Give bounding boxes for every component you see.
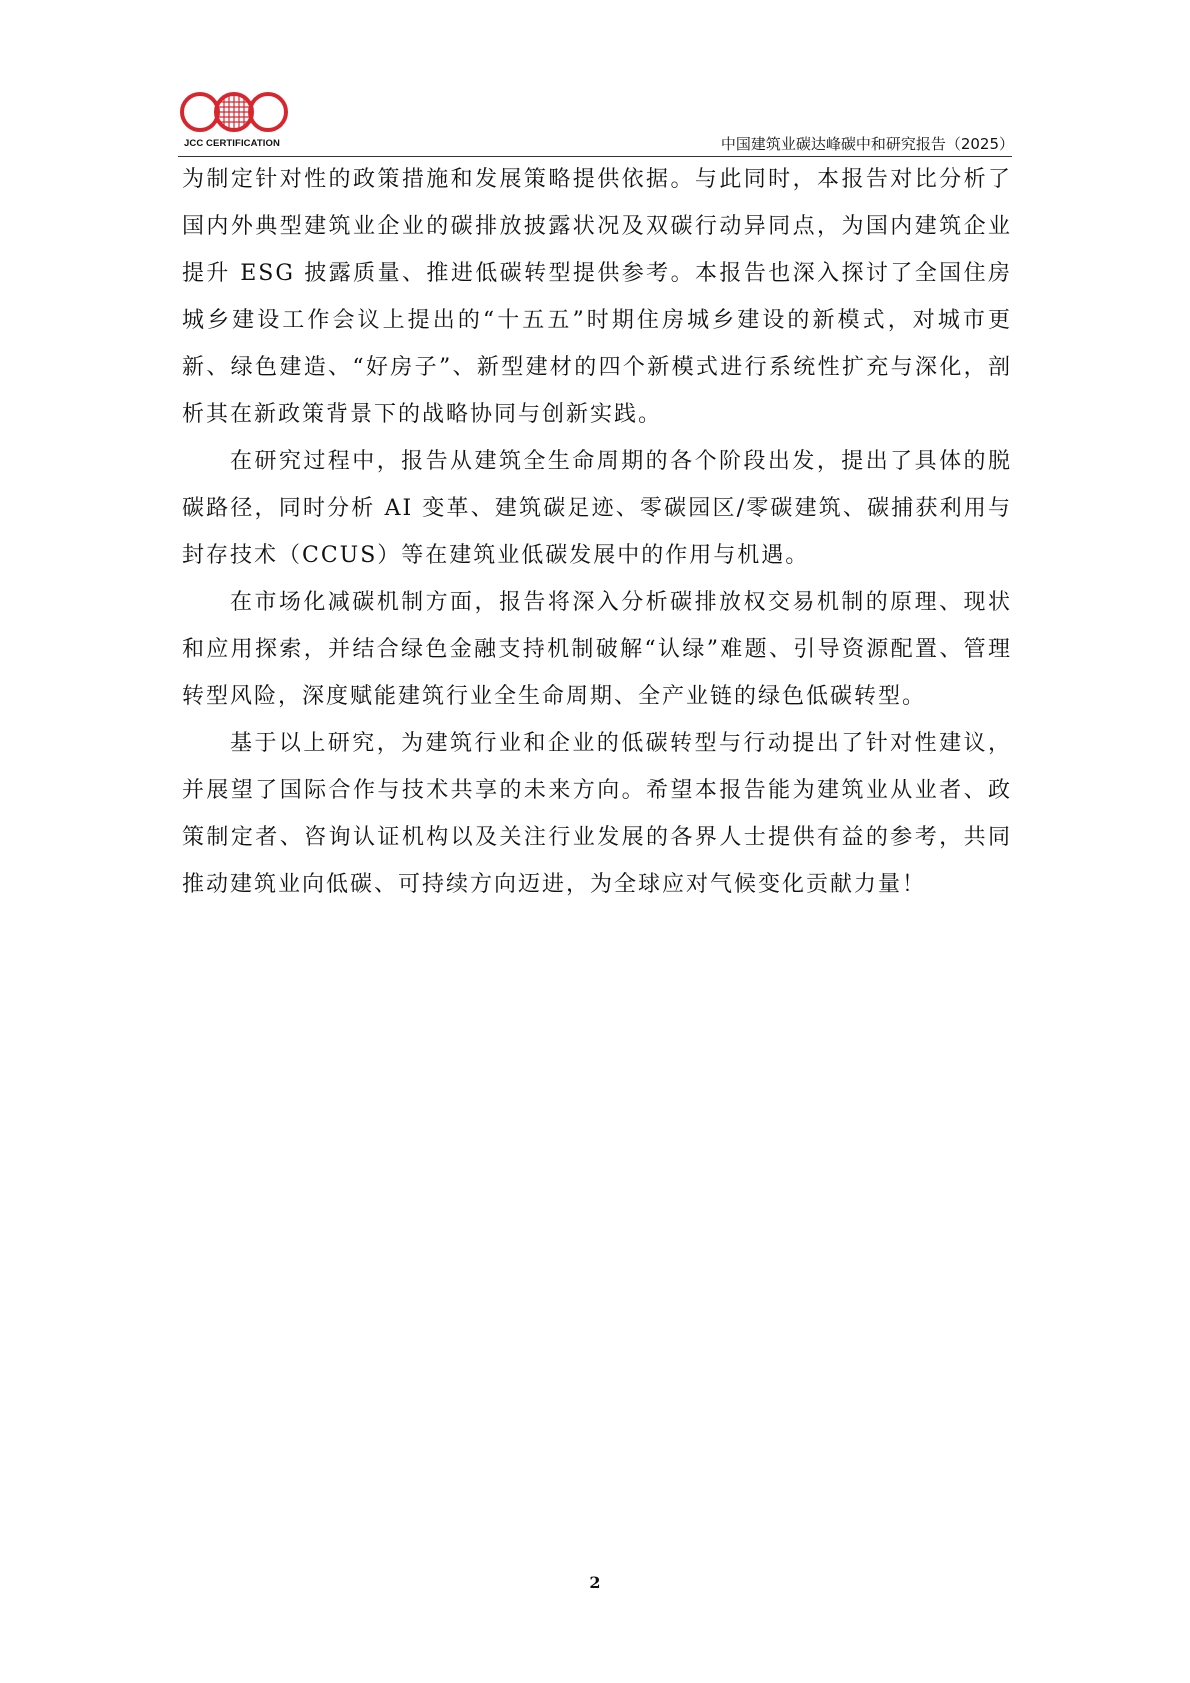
body-text	[182, 156, 1012, 908]
paragraph-market-mechanism: 在市场化减碳机制方面，报告将深入分析碳排放权交易机制的原理、现状和应用探索，并结合绿色金融支持机制破解“认绿”难题、引导资源配置、管理转型风险，深度赋能建筑行业全生命周期、全产业链的绿色低碳转型。	[182, 590, 1012, 709]
running-header-title: 中国建筑业碳达峰碳中和研究报告（2025）	[720, 135, 1014, 153]
paragraph-conclusion: 基于以上研究，为建筑行业和企业的低碳转型与行动提出了针对性建议，并展望了国际合作与技术共享的未来方向。希望本报告能为建筑业从业者、政策制定者、咨询认证机构以及关注行业发展的各界人士提供有益的参考，共同推动建筑业向低碳、可持续方向迈进，为全球应对气候变化贡献力量！	[182, 731, 1012, 897]
logo-text: JCC CERTIFICATION	[184, 138, 280, 149]
paragraph-continued: 为制定针对性的政策措施和发展策略提供依据。与此同时，本报告对比分析了国内外典型建筑业企业的碳排放披露状况及双碳行动异同点，为国内建筑企业提升 ESG 披露质量、推进低碳转型提供参考。本报告也深入探讨了全国住房城乡建设工作会议上提出的“十五五”时期住房城乡建设的新模式，对城市更新、绿色建造、“好房子”、新型建材的四个新模式进行系统性扩充与深化，剖析其在新政策背景下的战略协同与创新实践。	[182, 167, 1012, 427]
jcc-logo	[178, 88, 290, 154]
jcc-logo-rings-icon	[178, 88, 290, 138]
paragraph-research-process: 在研究过程中，报告从建筑全生命周期的各个阶段出发，提出了具体的脱碳路径，同时分析 AI 变革、建筑碳足迹、零碳园区/零碳建筑、碳捕获利用与封存技术（CCUS）等在建筑业低碳发展中的作用与机遇。	[182, 449, 1012, 568]
page-number: 2	[589, 1573, 601, 1592]
